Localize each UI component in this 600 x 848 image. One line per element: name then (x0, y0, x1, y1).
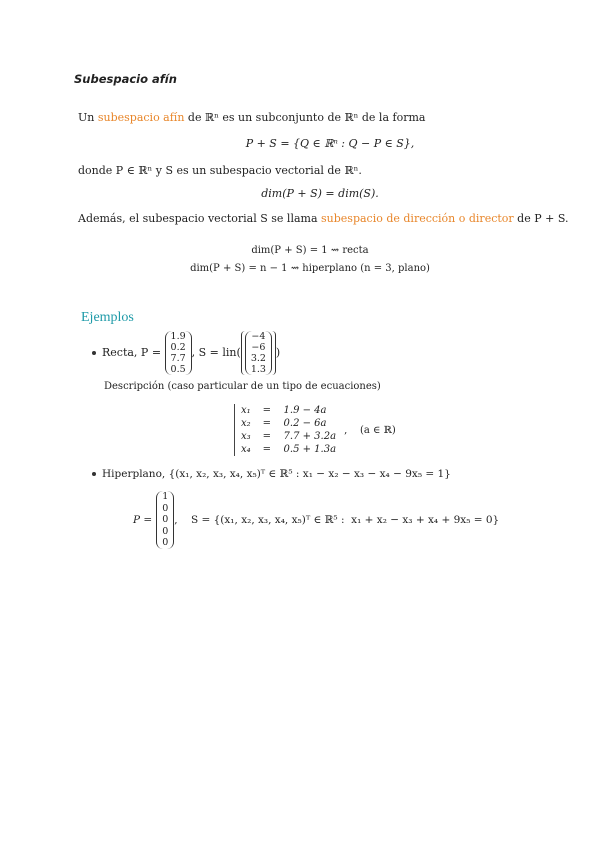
section-heading-examples: Ejemplos (81, 310, 134, 325)
direction-subspace-definition: , S = {(x₁, x₂, x₃, x₄, x₅)ᵀ ∈ ℝ⁵ : x₁ + x₂ − x₃ + x₄ + 9x₅ = 0} (174, 513, 500, 526)
bullet-icon (92, 472, 96, 476)
vector-entry: 0.2 (170, 342, 186, 353)
hyperplane-definition (133, 491, 499, 549)
system-row: x₂ = 0.2 − 6a (241, 418, 327, 429)
system-row: x₃ = 7.7 + 3.2a (241, 431, 337, 442)
definition-paragraph (78, 111, 425, 124)
system-row: x₁ = 1.9 − 4a (241, 405, 327, 416)
vector-direction (245, 331, 272, 375)
page-title: Subespacio afín (74, 72, 177, 86)
equation-hyperplane-case: dim(P + S) = n − 1 ⇝ hiperplano (n = 3, plano) (190, 263, 430, 274)
example-line-description: Descripción (caso particular de un tipo de ecuaciones) (104, 381, 381, 392)
example-hyperplane (92, 468, 451, 480)
p-label: P = (133, 513, 153, 526)
vector-entry: 3.2 (250, 353, 266, 364)
parameter-domain: , (a ∈ ℝ) (344, 424, 396, 436)
text-run: de P + S. (513, 212, 569, 225)
vector-entry: 0 (162, 537, 169, 548)
vector-entry: −6 (251, 342, 266, 353)
vector-p-hyperplane (156, 491, 174, 549)
vector-entry: 0 (162, 525, 169, 537)
text-run: Un (78, 111, 98, 124)
span-label: , S = lin( (191, 346, 241, 359)
example-hyperplane-label: Hiperplano, {(x₁, x₂, x₃, x₄, x₅)ᵀ ∈ ℝ⁵ : x₁ − x₂ − x₃ − x₄ − 9x₅ = 1} (102, 468, 451, 480)
vector-entry: 1.9 (170, 331, 186, 342)
vector-p (165, 331, 192, 375)
equation-dimension: dim(P + S) = dim(S). (261, 187, 379, 200)
highlighted-term: subespacio afín (97, 111, 185, 124)
equation-affine-set: P + S = {Q ∈ ℝⁿ : Q − P ∈ S}, (245, 137, 415, 150)
span-close: ) (275, 346, 281, 359)
text-run: de ℝⁿ es un subconjunto de ℝⁿ de la forma (184, 111, 426, 124)
vector-entry: 0 (162, 514, 169, 525)
equation-line-case: dim(P + S) = 1 ⇝ recta (251, 245, 369, 256)
parametric-system (234, 404, 396, 456)
text-run: Además, el subespacio vectorial S se llama (78, 212, 322, 225)
vector-entry: 1.3 (250, 364, 266, 375)
vector-entry: 7.7 (170, 353, 186, 364)
vector-entry: 1 (162, 491, 169, 502)
where-paragraph: donde P ∈ ℝⁿ y S es un subespacio vectorial de ℝⁿ. (78, 164, 362, 177)
direction-paragraph (78, 212, 568, 225)
example-line-label: Recta, P = (102, 346, 162, 359)
bullet-icon (92, 351, 96, 355)
highlighted-term: subespacio de dirección o director (321, 212, 514, 225)
vector-entry: 0.5 (170, 364, 186, 375)
equation-system (234, 404, 342, 456)
vector-entry: 0 (162, 502, 169, 514)
example-line (92, 331, 280, 375)
set-braces (241, 331, 276, 375)
system-row: x₄ = 0.5 + 1.3a (241, 444, 337, 455)
vector-entry: −4 (251, 331, 266, 342)
